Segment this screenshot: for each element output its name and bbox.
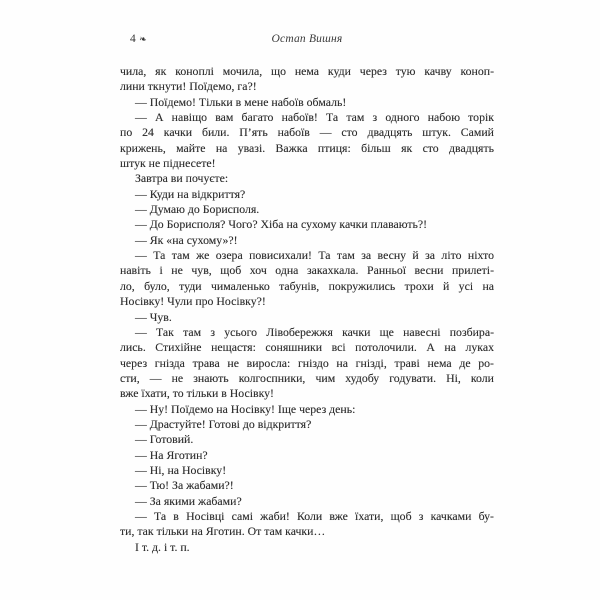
text-line: — Ні, на Носівку! — [135, 462, 227, 477]
text-line: крижень, майте на увазі. Важка птиця: більш як сто двадцять — [120, 140, 494, 155]
text-line: — Та там же озера повисихали! Та там за весну й за літо ніхто — [135, 248, 494, 263]
text-line: І т. д. і т. п. — [135, 539, 190, 554]
text-line: — Драстуйте! Готові до відкриття? — [135, 416, 312, 431]
text-line: вже їхати, то тільки в Носівку! — [120, 386, 274, 401]
text-line: — Куди на відкриття? — [135, 186, 246, 201]
text-line: — На Яготин? — [135, 447, 208, 462]
page-header — [120, 33, 494, 48]
text-line: ти, так тільки на Яготин. От там качки… — [120, 524, 326, 539]
page-number — [130, 33, 146, 47]
text-line: лини ткнути! Поїдемо, га?! — [120, 79, 257, 94]
text-line: — Поїдемо! Тільки в мене набоїв обмаль! — [135, 94, 347, 109]
text-line: — Як «на сухому»?! — [135, 232, 238, 247]
text-line: — Тю! За жабами?! — [135, 478, 234, 493]
text-line: лись. Стихійне нещастя: соняшники всі потолочили. А на луках — [120, 340, 494, 355]
text-line: — Ну! Поїдемо на Носівку! Іще через день: — [135, 401, 356, 416]
text-line: Завтра ви почуєте: — [135, 171, 229, 186]
text-line: — До Борисполя? Чого? Хіба на сухому качки плавають?! — [135, 217, 428, 232]
running-title: Остап Вишня — [271, 33, 343, 45]
text-line: сти, — не знають колгоспники, чим худобу годувати. Ні, коли — [120, 370, 494, 385]
text-line: — А навіщо вам багато набоїв! Та там з одного набою торік — [135, 110, 494, 125]
text-line: — Готовий. — [135, 432, 194, 447]
text-line: по 24 качки били. П’ять набоїв — сто двадцять штук. Самий — [120, 125, 494, 140]
text-line: Носівку! Чули про Носівку?! — [120, 294, 266, 309]
text-line: — Так там з усього Лівобережжя качки ще навесні позбира- — [135, 324, 494, 339]
fleuron-icon: ❧ — [138, 34, 148, 46]
text-line: — За якими жабами? — [135, 493, 242, 508]
text-line: навіть і не чув, щоб хоч одна закахкала. Ранньої весни прилеті- — [120, 263, 494, 278]
text-line: чила, як коноплі мочила, що нема куди через тую качву коноп- — [120, 64, 494, 78]
text-line: через гнізда трава не виросла: гніздо на гнізді, траві нема де ро- — [120, 355, 494, 370]
text-line: — Та в Носівці самі жаби! Коли вже їхати, щоб з качками бу- — [135, 508, 494, 523]
text-line: ло, було, туди чималенько табунів, покружились трохи й усі на — [120, 278, 494, 293]
text-line: — Думаю до Борисполя. — [135, 202, 260, 217]
text-line: — Чув. — [135, 309, 172, 324]
text-body — [120, 64, 494, 555]
text-line: штук не піднесете! — [120, 156, 216, 171]
page-number-text: 4 — [130, 33, 136, 45]
